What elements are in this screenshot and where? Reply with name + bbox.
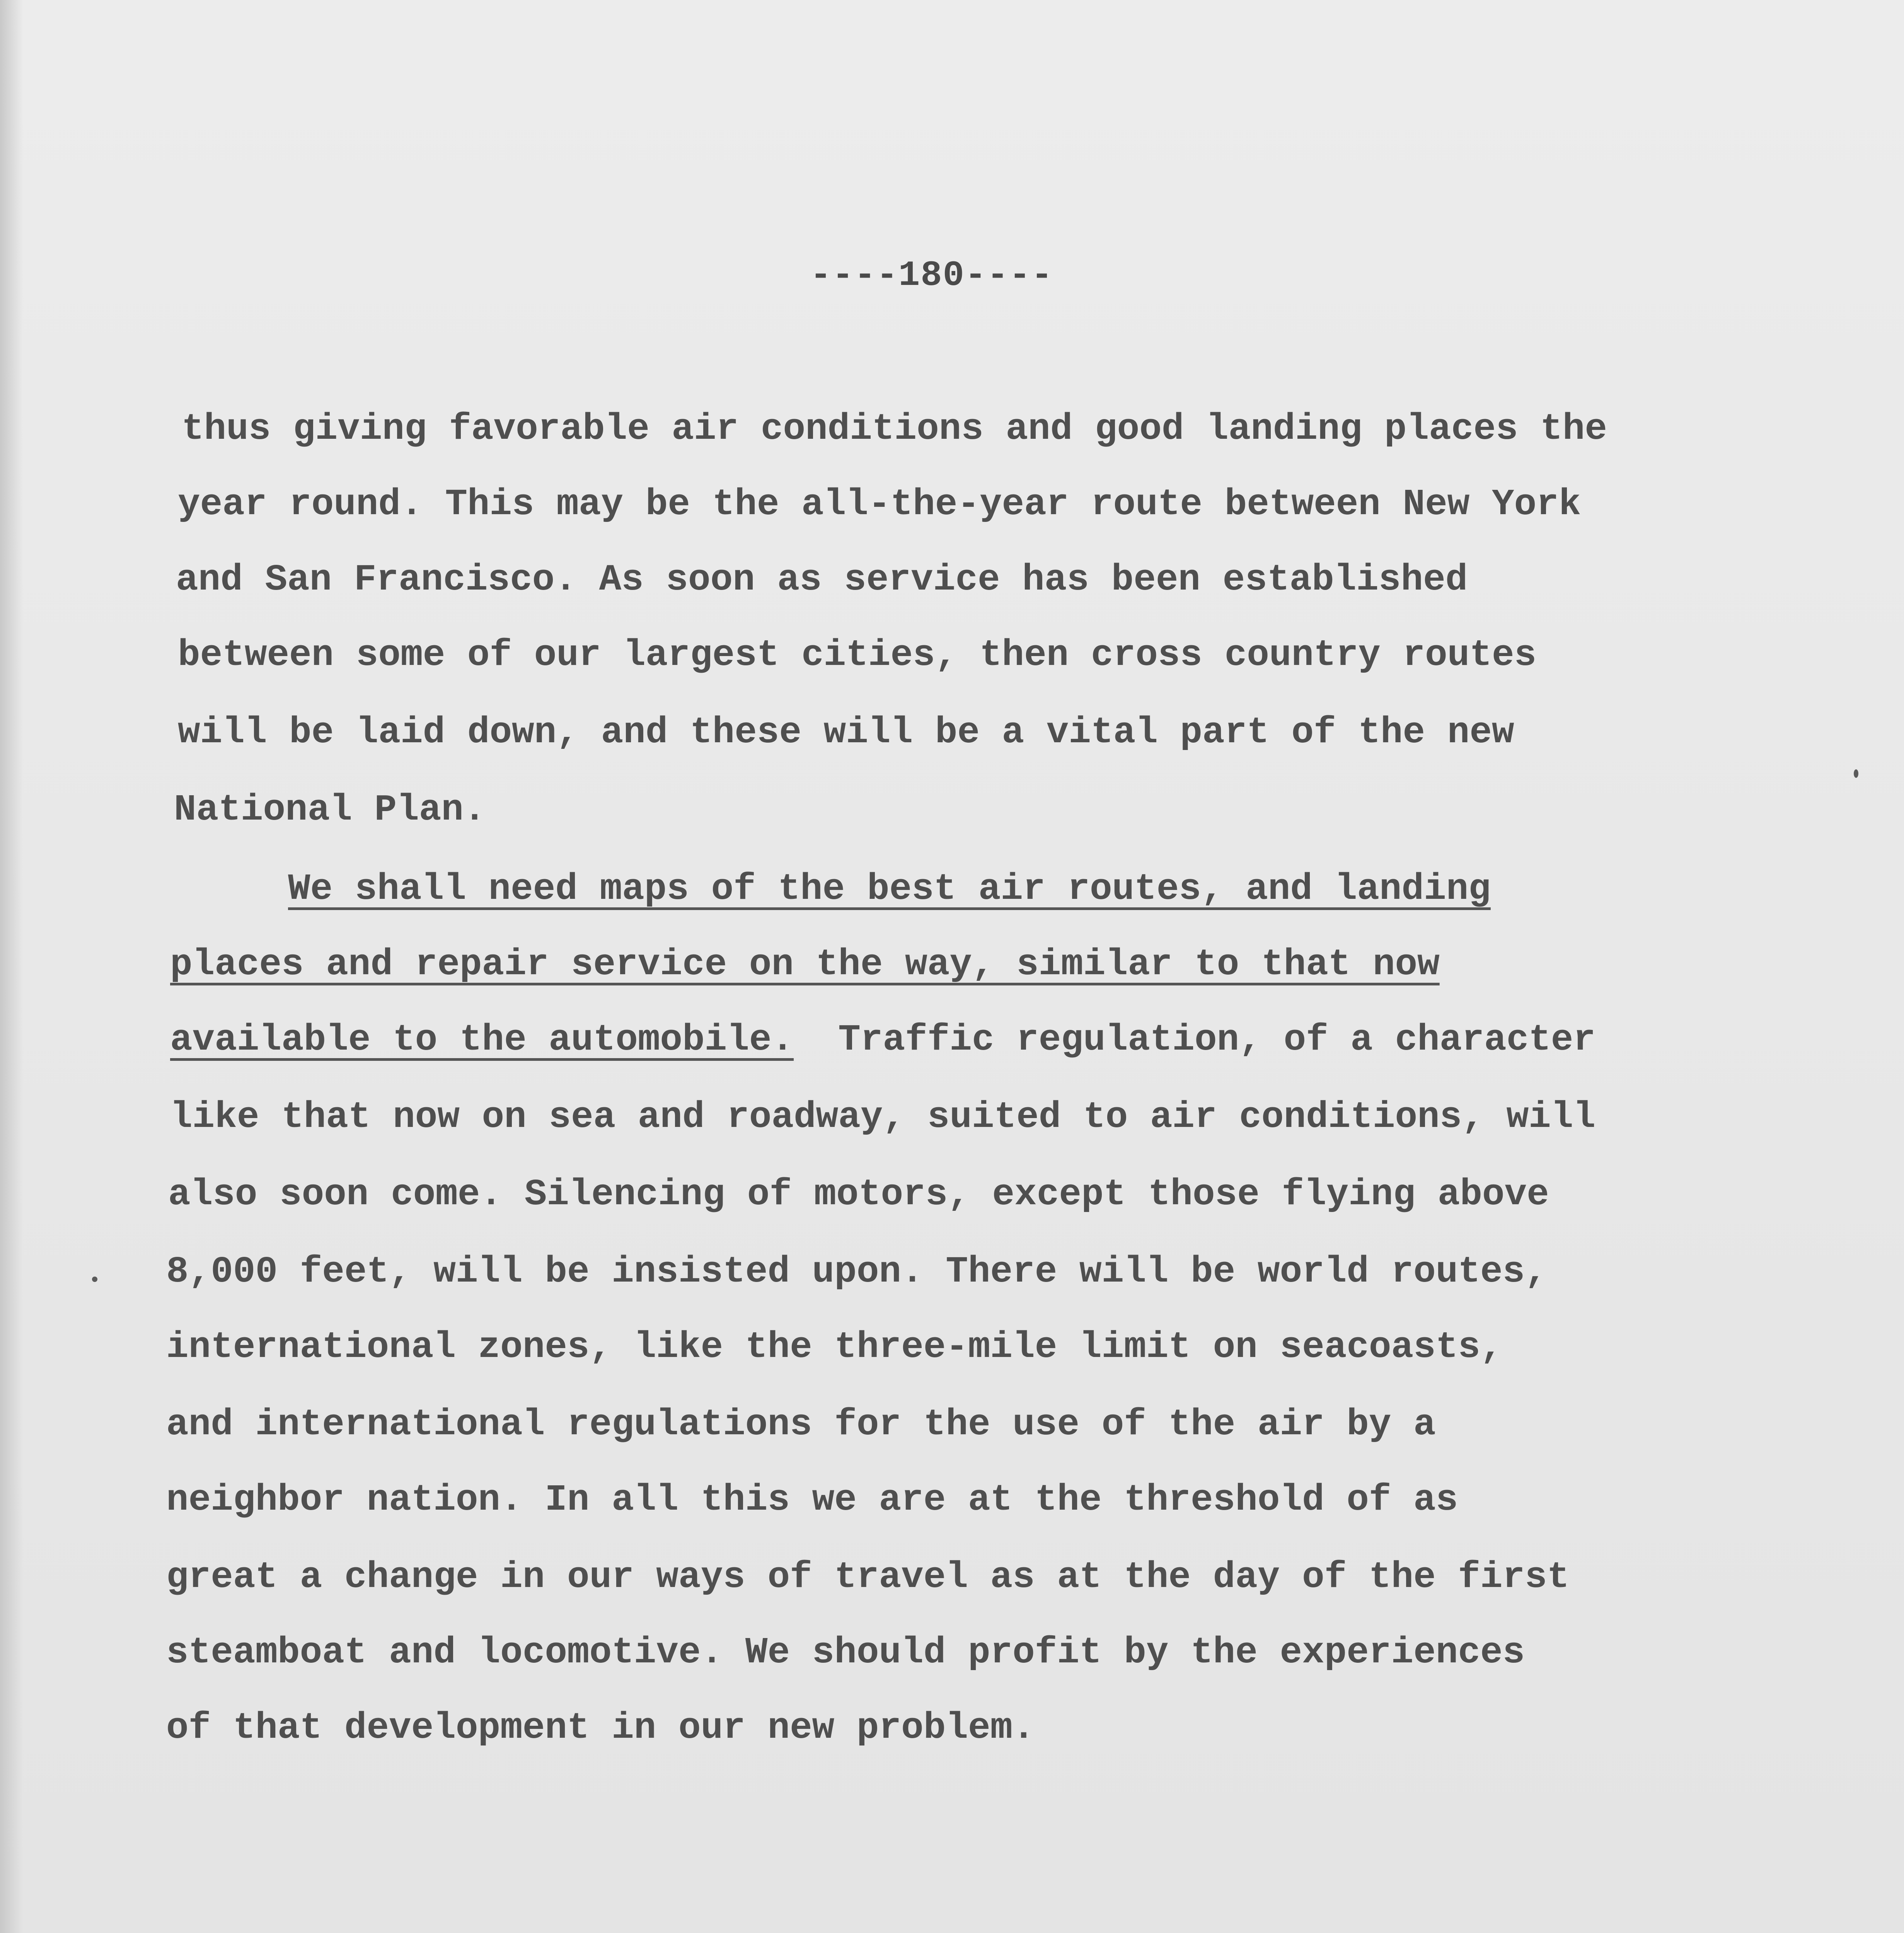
paragraph-1-line-1: thus giving favorable air conditions and good landing places the (182, 408, 1607, 450)
page-edge-shadow (0, 0, 23, 1933)
paragraph-2-line-11: steamboat and locomotive. We should profit by the experiences (166, 1631, 1525, 1674)
page-number: ----180---- (810, 255, 1053, 296)
paragraph-2-underlined-line-1: We shall need maps of the best air routes, and landing (288, 868, 1491, 910)
paragraph-1-line-4: between some of our largest cities, then cross country routes (178, 634, 1537, 676)
paragraph-2-line-5: also soon come. Silencing of motors, except those flying above (168, 1173, 1549, 1215)
paragraph-2-line-3-rest: Traffic regulation, of a character (794, 1019, 1595, 1061)
paragraph-2-underlined-line-3: available to the automobile. (170, 1019, 794, 1061)
paragraph-2-line-10: great a change in our ways of travel as at the day of the first (166, 1556, 1570, 1598)
paragraph-1-line-2: year round. This may be the all-the-year route between New York (178, 483, 1581, 525)
paragraph-2-line-4: like that now on sea and roadway, suited to air conditions, will (170, 1096, 1595, 1138)
paragraph-1-line-5: will be laid down, and these will be a vital part of the new (178, 711, 1514, 753)
paragraph-2-line-3 (170, 1017, 1595, 1063)
paragraph-2-line-7: international zones, like the three-mile limit on seacoasts, (166, 1326, 1503, 1368)
paragraph-2-line-8: and international regulations for the use of the air by a (166, 1403, 1436, 1445)
paragraph-2-line-12: of that development in our new problem. (166, 1707, 1035, 1749)
paragraph-1-line-6: National Plan. (174, 789, 486, 831)
paragraph-1-line-3: and San Francisco. As soon as service has been established (176, 559, 1468, 601)
paragraph-2-line-6: 8,000 feet, will be insisted upon. There will be world routes, (166, 1251, 1547, 1293)
paragraph-2-line-9: neighbor nation. In all this we are at the threshold of as (166, 1479, 1458, 1521)
paper-speck (1854, 769, 1858, 778)
paper-speck (92, 1277, 97, 1282)
paragraph-2-underlined-line-2: places and repair service on the way, similar to that now (170, 943, 1440, 985)
